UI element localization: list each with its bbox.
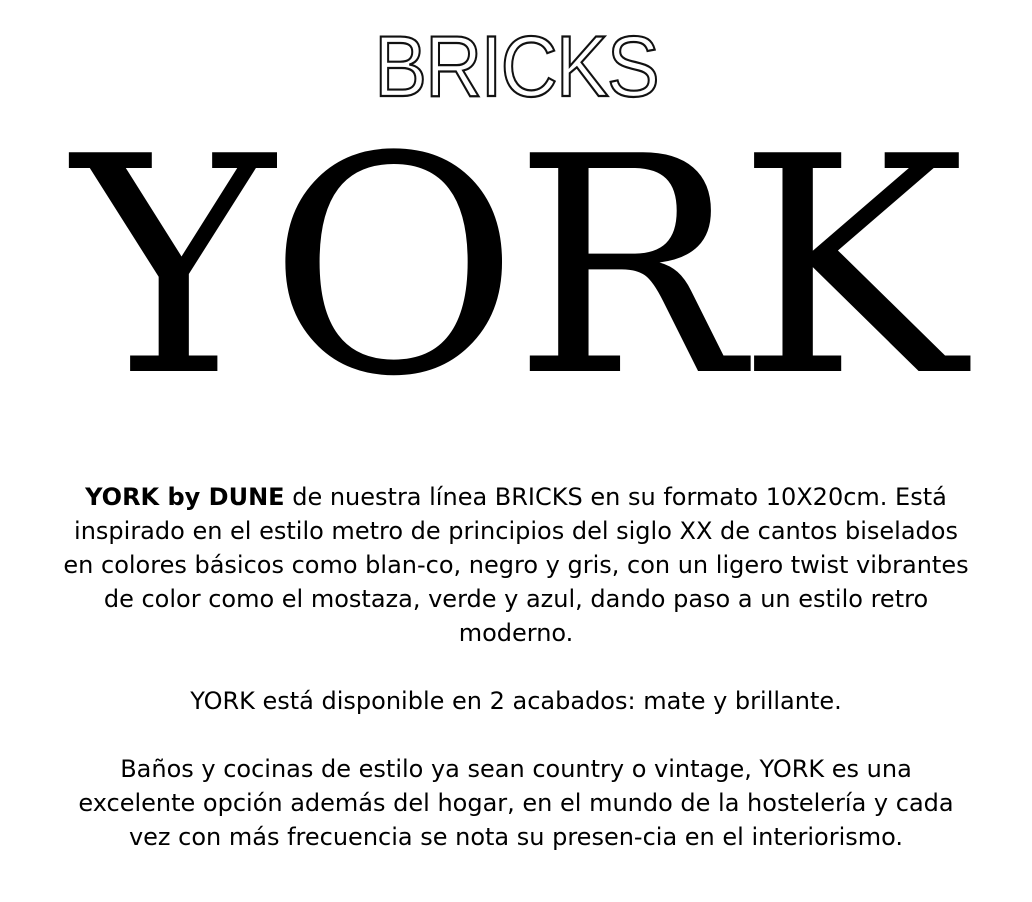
brand-name: YORK by DUNE: [85, 483, 285, 511]
description-paragraph-1-text: de nuestra línea BRICKS en su formato 10X20cm. Está inspirado en el estilo metro de principios del siglo XX de cantos biselados en colores básicos como blan-co, negro y gris, con un ligero twist vibrantes de color como el mostaza, verde y azul, dando paso a un estilo retro moderno.: [63, 483, 969, 647]
product-description: [60, 480, 972, 854]
description-paragraph-2: YORK está disponible en 2 acabados: mate y brillante.: [190, 687, 842, 715]
description-paragraph-3: Baños y cocinas de estilo ya sean country o vintage, YORK es una excelente opción además del hogar, en el mundo de la hostelería y cada vez con más frecuencia se nota su presen-cia en el interiorismo.: [78, 755, 954, 851]
product-title: YORK: [72, 93, 960, 442]
collection-title-text: BRICKS: [374, 19, 658, 115]
description-paragraph-1: [60, 480, 972, 650]
